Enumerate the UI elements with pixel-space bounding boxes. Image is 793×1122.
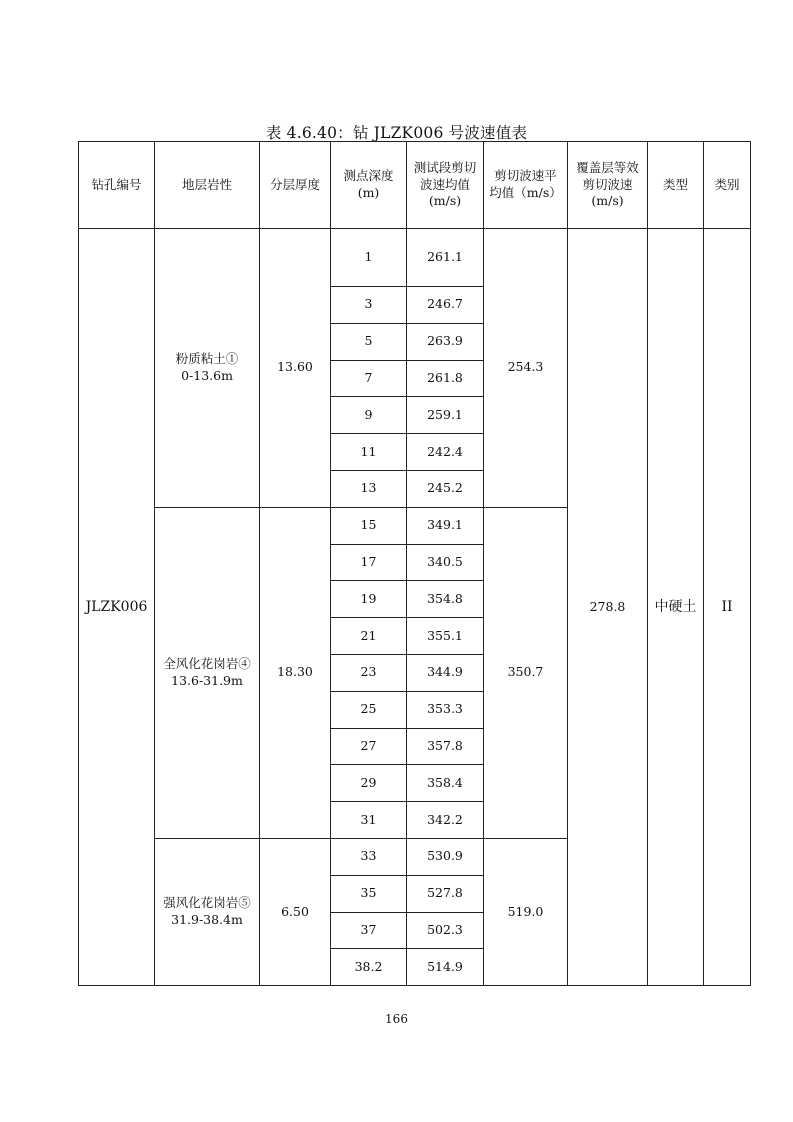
lithology-cell bbox=[155, 507, 260, 838]
lithology-name: 强风化花岗岩⑤ bbox=[163, 895, 251, 911]
velocity-cell: 514.9 bbox=[407, 949, 484, 986]
header-thickness: 分层厚度 bbox=[260, 142, 331, 229]
page-number: 166 bbox=[385, 1012, 408, 1026]
velocity-cell: 357.8 bbox=[407, 728, 484, 765]
layer-mean-cell: 519.0 bbox=[484, 838, 568, 985]
depth-cell: 21 bbox=[331, 618, 407, 655]
velocity-cell: 530.9 bbox=[407, 838, 484, 875]
depth-cell: 9 bbox=[331, 397, 407, 434]
table-title: 表 4.6.40：钻 JLZK006 号波速值表 bbox=[265, 124, 528, 142]
velocity-cell: 527.8 bbox=[407, 875, 484, 912]
depth-cell: 1 bbox=[331, 229, 407, 287]
depth-cell: 17 bbox=[331, 544, 407, 581]
header-row bbox=[79, 142, 751, 229]
thickness-cell: 13.60 bbox=[260, 229, 331, 508]
velocity-cell: 342.2 bbox=[407, 802, 484, 839]
header-borehole: 钻孔编号 bbox=[79, 142, 155, 229]
depth-cell: 25 bbox=[331, 691, 407, 728]
header-lithology: 地层岩性 bbox=[155, 142, 260, 229]
lithology-range: 31.9-38.4m bbox=[171, 912, 243, 928]
header-segment-mean: 测试段剪切 波速均值 (m/s) bbox=[407, 142, 484, 229]
depth-cell: 37 bbox=[331, 912, 407, 949]
lithology-cell bbox=[155, 229, 260, 508]
depth-cell: 27 bbox=[331, 728, 407, 765]
velocity-cell: 245.2 bbox=[407, 470, 484, 507]
velocity-cell: 502.3 bbox=[407, 912, 484, 949]
lithology-name: 粉质粘土① bbox=[175, 351, 239, 367]
lithology-cell bbox=[155, 838, 260, 985]
depth-cell: 15 bbox=[331, 507, 407, 544]
soil-type-cell: 中硬土 bbox=[648, 229, 704, 986]
depth-cell: 19 bbox=[331, 581, 407, 618]
depth-cell: 7 bbox=[331, 360, 407, 397]
velocity-cell: 246.7 bbox=[407, 287, 484, 324]
layer-mean-cell: 254.3 bbox=[484, 229, 568, 508]
header-equivalent: 覆盖层等效 剪切波速 (m/s) bbox=[568, 142, 648, 229]
velocity-cell: 261.1 bbox=[407, 229, 484, 287]
lithology-range: 13.6-31.9m bbox=[171, 672, 243, 688]
velocity-cell: 358.4 bbox=[407, 765, 484, 802]
borehole-id-cell: JLZK006 bbox=[79, 229, 155, 986]
velocity-cell: 355.1 bbox=[407, 618, 484, 655]
velocity-cell: 340.5 bbox=[407, 544, 484, 581]
velocity-cell: 261.8 bbox=[407, 360, 484, 397]
depth-cell: 31 bbox=[331, 802, 407, 839]
lithology-name: 全风化花岗岩④ bbox=[163, 655, 251, 671]
wave-velocity-table bbox=[78, 141, 751, 986]
depth-cell: 35 bbox=[331, 875, 407, 912]
velocity-cell: 353.3 bbox=[407, 691, 484, 728]
depth-cell: 29 bbox=[331, 765, 407, 802]
table-row bbox=[79, 229, 751, 287]
velocity-cell: 242.4 bbox=[407, 434, 484, 471]
thickness-cell: 6.50 bbox=[260, 838, 331, 985]
header-layer-mean: 剪切波速平 均值（m/s） bbox=[484, 142, 568, 229]
depth-cell: 23 bbox=[331, 654, 407, 691]
site-class-cell: II bbox=[704, 229, 751, 986]
header-site-class: 类别 bbox=[704, 142, 751, 229]
layer-mean-cell: 350.7 bbox=[484, 507, 568, 838]
velocity-cell: 263.9 bbox=[407, 323, 484, 360]
depth-cell: 38.2 bbox=[331, 949, 407, 986]
velocity-cell: 349.1 bbox=[407, 507, 484, 544]
depth-cell: 13 bbox=[331, 470, 407, 507]
velocity-cell: 259.1 bbox=[407, 397, 484, 434]
depth-cell: 33 bbox=[331, 838, 407, 875]
equivalent-velocity-cell: 278.8 bbox=[568, 229, 648, 986]
header-depth: 测点深度 (m) bbox=[331, 142, 407, 229]
depth-cell: 11 bbox=[331, 434, 407, 471]
velocity-cell: 354.8 bbox=[407, 581, 484, 618]
header-soil-type: 类型 bbox=[648, 142, 704, 229]
depth-cell: 3 bbox=[331, 287, 407, 324]
lithology-range: 0-13.6m bbox=[181, 367, 233, 383]
velocity-cell: 344.9 bbox=[407, 654, 484, 691]
depth-cell: 5 bbox=[331, 323, 407, 360]
thickness-cell: 18.30 bbox=[260, 507, 331, 838]
